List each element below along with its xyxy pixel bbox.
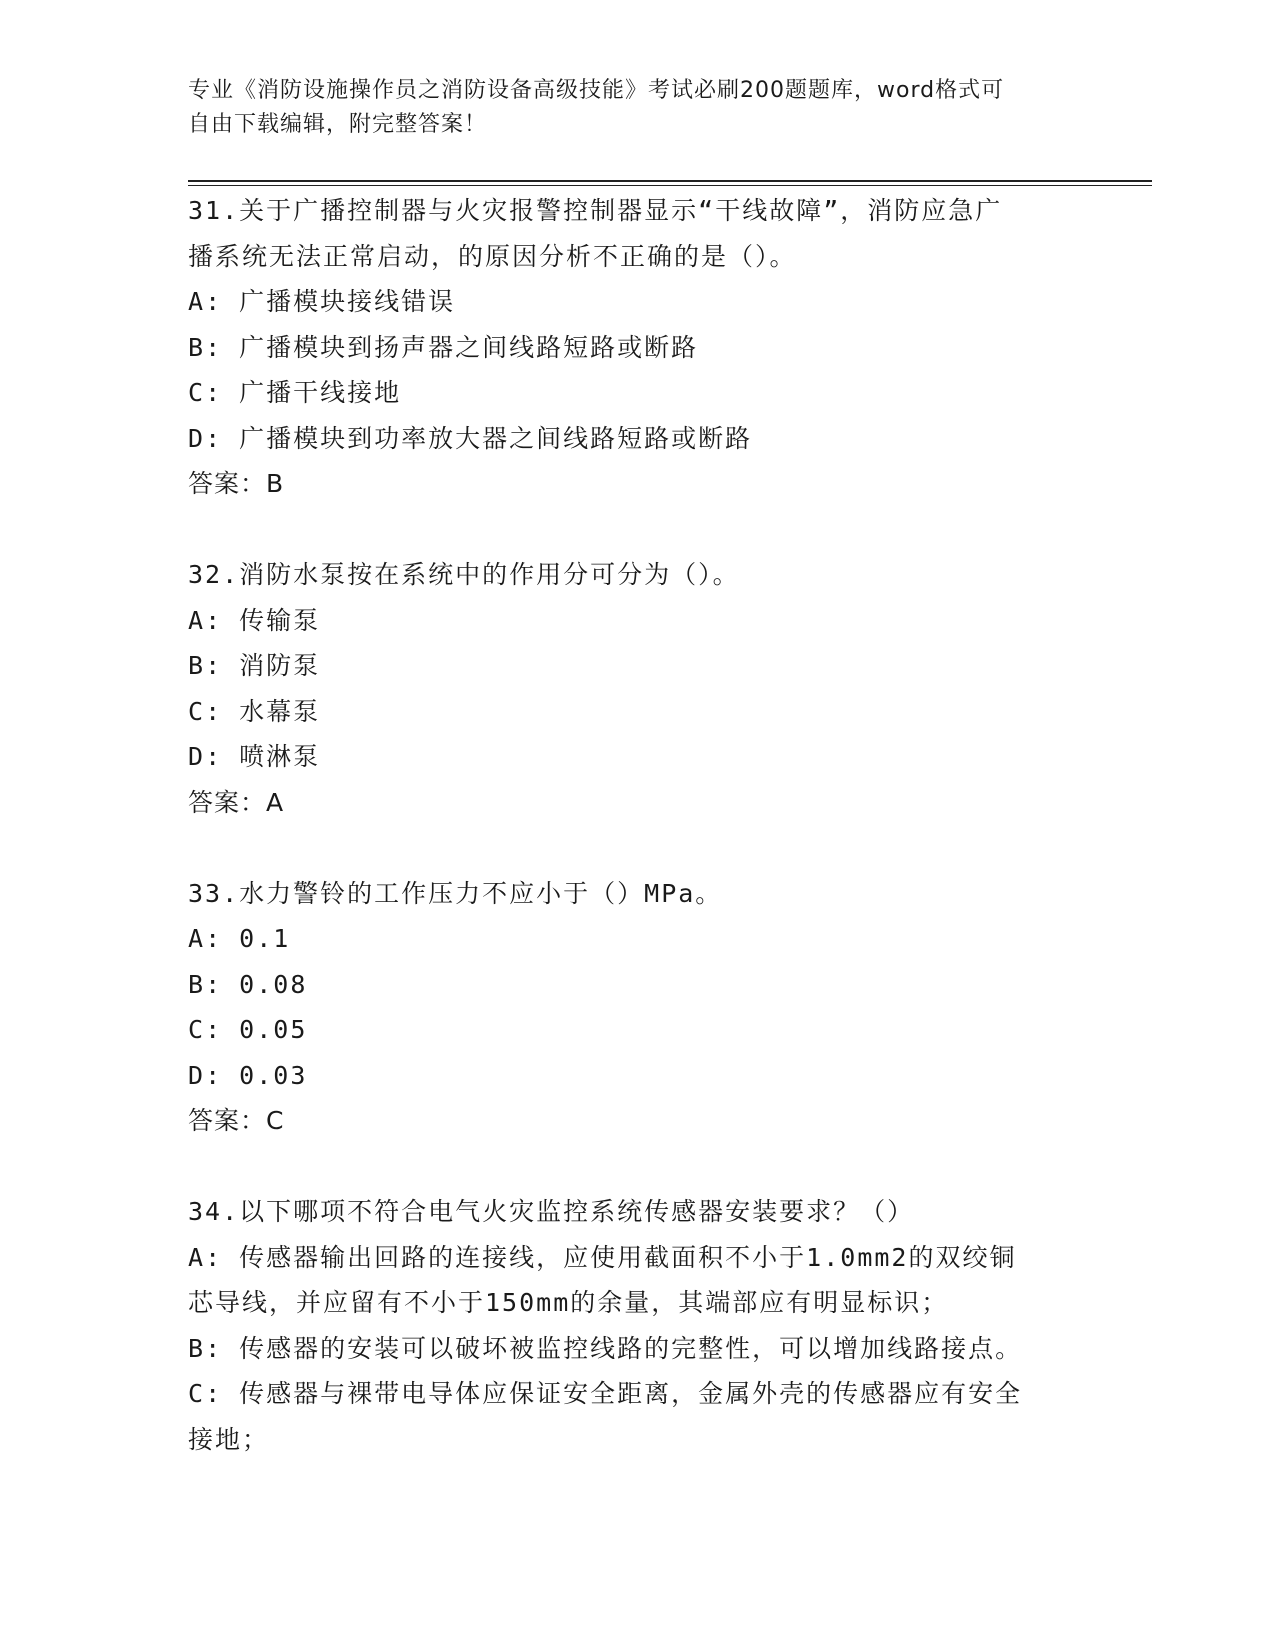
- header-line-2: 自由下载编辑，附完整答案！: [188, 112, 488, 137]
- option-text: 广播模块到功率放大器之间线路短路或断路: [239, 423, 753, 453]
- option-text: 传感器与裸带电导体应保证安全距离，金属外壳的传感器应有安全: [239, 1379, 1023, 1408]
- option-key: C :: [188, 1379, 239, 1408]
- question-31: [188, 188, 1088, 507]
- spacer: [188, 825, 1088, 871]
- question-34: [188, 1189, 1088, 1462]
- option-b: [188, 643, 1088, 689]
- option-key: C :: [188, 378, 239, 407]
- option-a: [188, 1235, 1088, 1281]
- question-33: [188, 871, 1088, 1144]
- option-d: [188, 1053, 1088, 1099]
- option-c: [188, 370, 1088, 416]
- option-text: 0.1: [239, 924, 291, 953]
- option-key: D :: [188, 424, 239, 453]
- option-text: 0.05: [239, 1015, 308, 1044]
- option-a: [188, 598, 1088, 644]
- option-text: 广播模块到扬声器之间线路短路或断路: [239, 332, 699, 362]
- header-divider-thin: [188, 185, 1152, 186]
- option-c: [188, 689, 1088, 735]
- option-b: [188, 325, 1088, 371]
- option-text: 广播干线接地: [239, 378, 402, 407]
- option-key: A :: [188, 287, 239, 316]
- option-text: 0.03: [239, 1060, 308, 1090]
- question-list: [188, 188, 1088, 1462]
- option-d: [188, 416, 1088, 462]
- option-key: C :: [188, 697, 239, 726]
- option-text: 水幕泵: [239, 696, 321, 726]
- option-c-cont: 接地；: [188, 1424, 270, 1454]
- option-text: 传输泵: [239, 605, 321, 635]
- question-text: 32.消防水泵按在系统中的作用分可分为（）。: [188, 560, 740, 589]
- option-a: [188, 279, 1088, 325]
- answer-label: 答案：A: [188, 787, 285, 817]
- option-key: B :: [188, 1334, 239, 1363]
- spacer: [188, 507, 1088, 553]
- option-key: A :: [188, 924, 239, 953]
- option-text: 传感器的安装可以破坏被监控线路的完整性，可以增加线路接点。: [239, 1333, 1023, 1363]
- option-key: B :: [188, 651, 239, 680]
- document-header: [188, 74, 1088, 142]
- question-text: 33.水力警铃的工作压力不应小于（）MPa。: [188, 878, 723, 908]
- option-key: D :: [188, 1061, 239, 1090]
- option-key: A :: [188, 1243, 239, 1272]
- answer-label: 答案：C: [188, 1106, 285, 1135]
- question-text: 31.关于广播控制器与火灾报警控制器显示“干线故障”，消防应急广: [188, 196, 1003, 225]
- option-text: 消防泵: [239, 651, 321, 680]
- spacer: [188, 1144, 1088, 1190]
- header-divider-thick: [188, 180, 1152, 182]
- answer-label: 答案：B: [188, 469, 285, 498]
- option-text: 传感器输出回路的连接线，应使用截面积不小于1.0mm2的双绞铜: [239, 1242, 1017, 1272]
- option-a-cont: 芯导线，并应留有不小于150mm的余量，其端部应有明显标识；: [188, 1288, 949, 1317]
- option-key: A :: [188, 606, 239, 635]
- option-key: B :: [188, 970, 239, 999]
- question-text: 34.以下哪项不符合电气火灾监控系统传感器安装要求？（）: [188, 1197, 915, 1226]
- option-text: 0.08: [239, 969, 308, 999]
- option-text: 喷淋泵: [239, 742, 321, 771]
- option-b: [188, 962, 1088, 1008]
- option-text: 广播模块接线错误: [239, 287, 456, 316]
- question-text-cont: 播系统无法正常启动，的原因分析不正确的是（）。: [188, 241, 797, 271]
- option-key: B :: [188, 333, 239, 362]
- option-b: [188, 1326, 1088, 1372]
- header-line-1: 专业《消防设施操作员之消防设备高级技能》考试必刷200题题库，word格式可: [188, 78, 1005, 103]
- option-c: [188, 1007, 1088, 1053]
- option-key: C :: [188, 1015, 239, 1044]
- option-d: [188, 734, 1088, 780]
- option-key: D :: [188, 742, 239, 771]
- option-a: [188, 916, 1088, 962]
- question-32: [188, 552, 1088, 825]
- option-c: [188, 1371, 1088, 1417]
